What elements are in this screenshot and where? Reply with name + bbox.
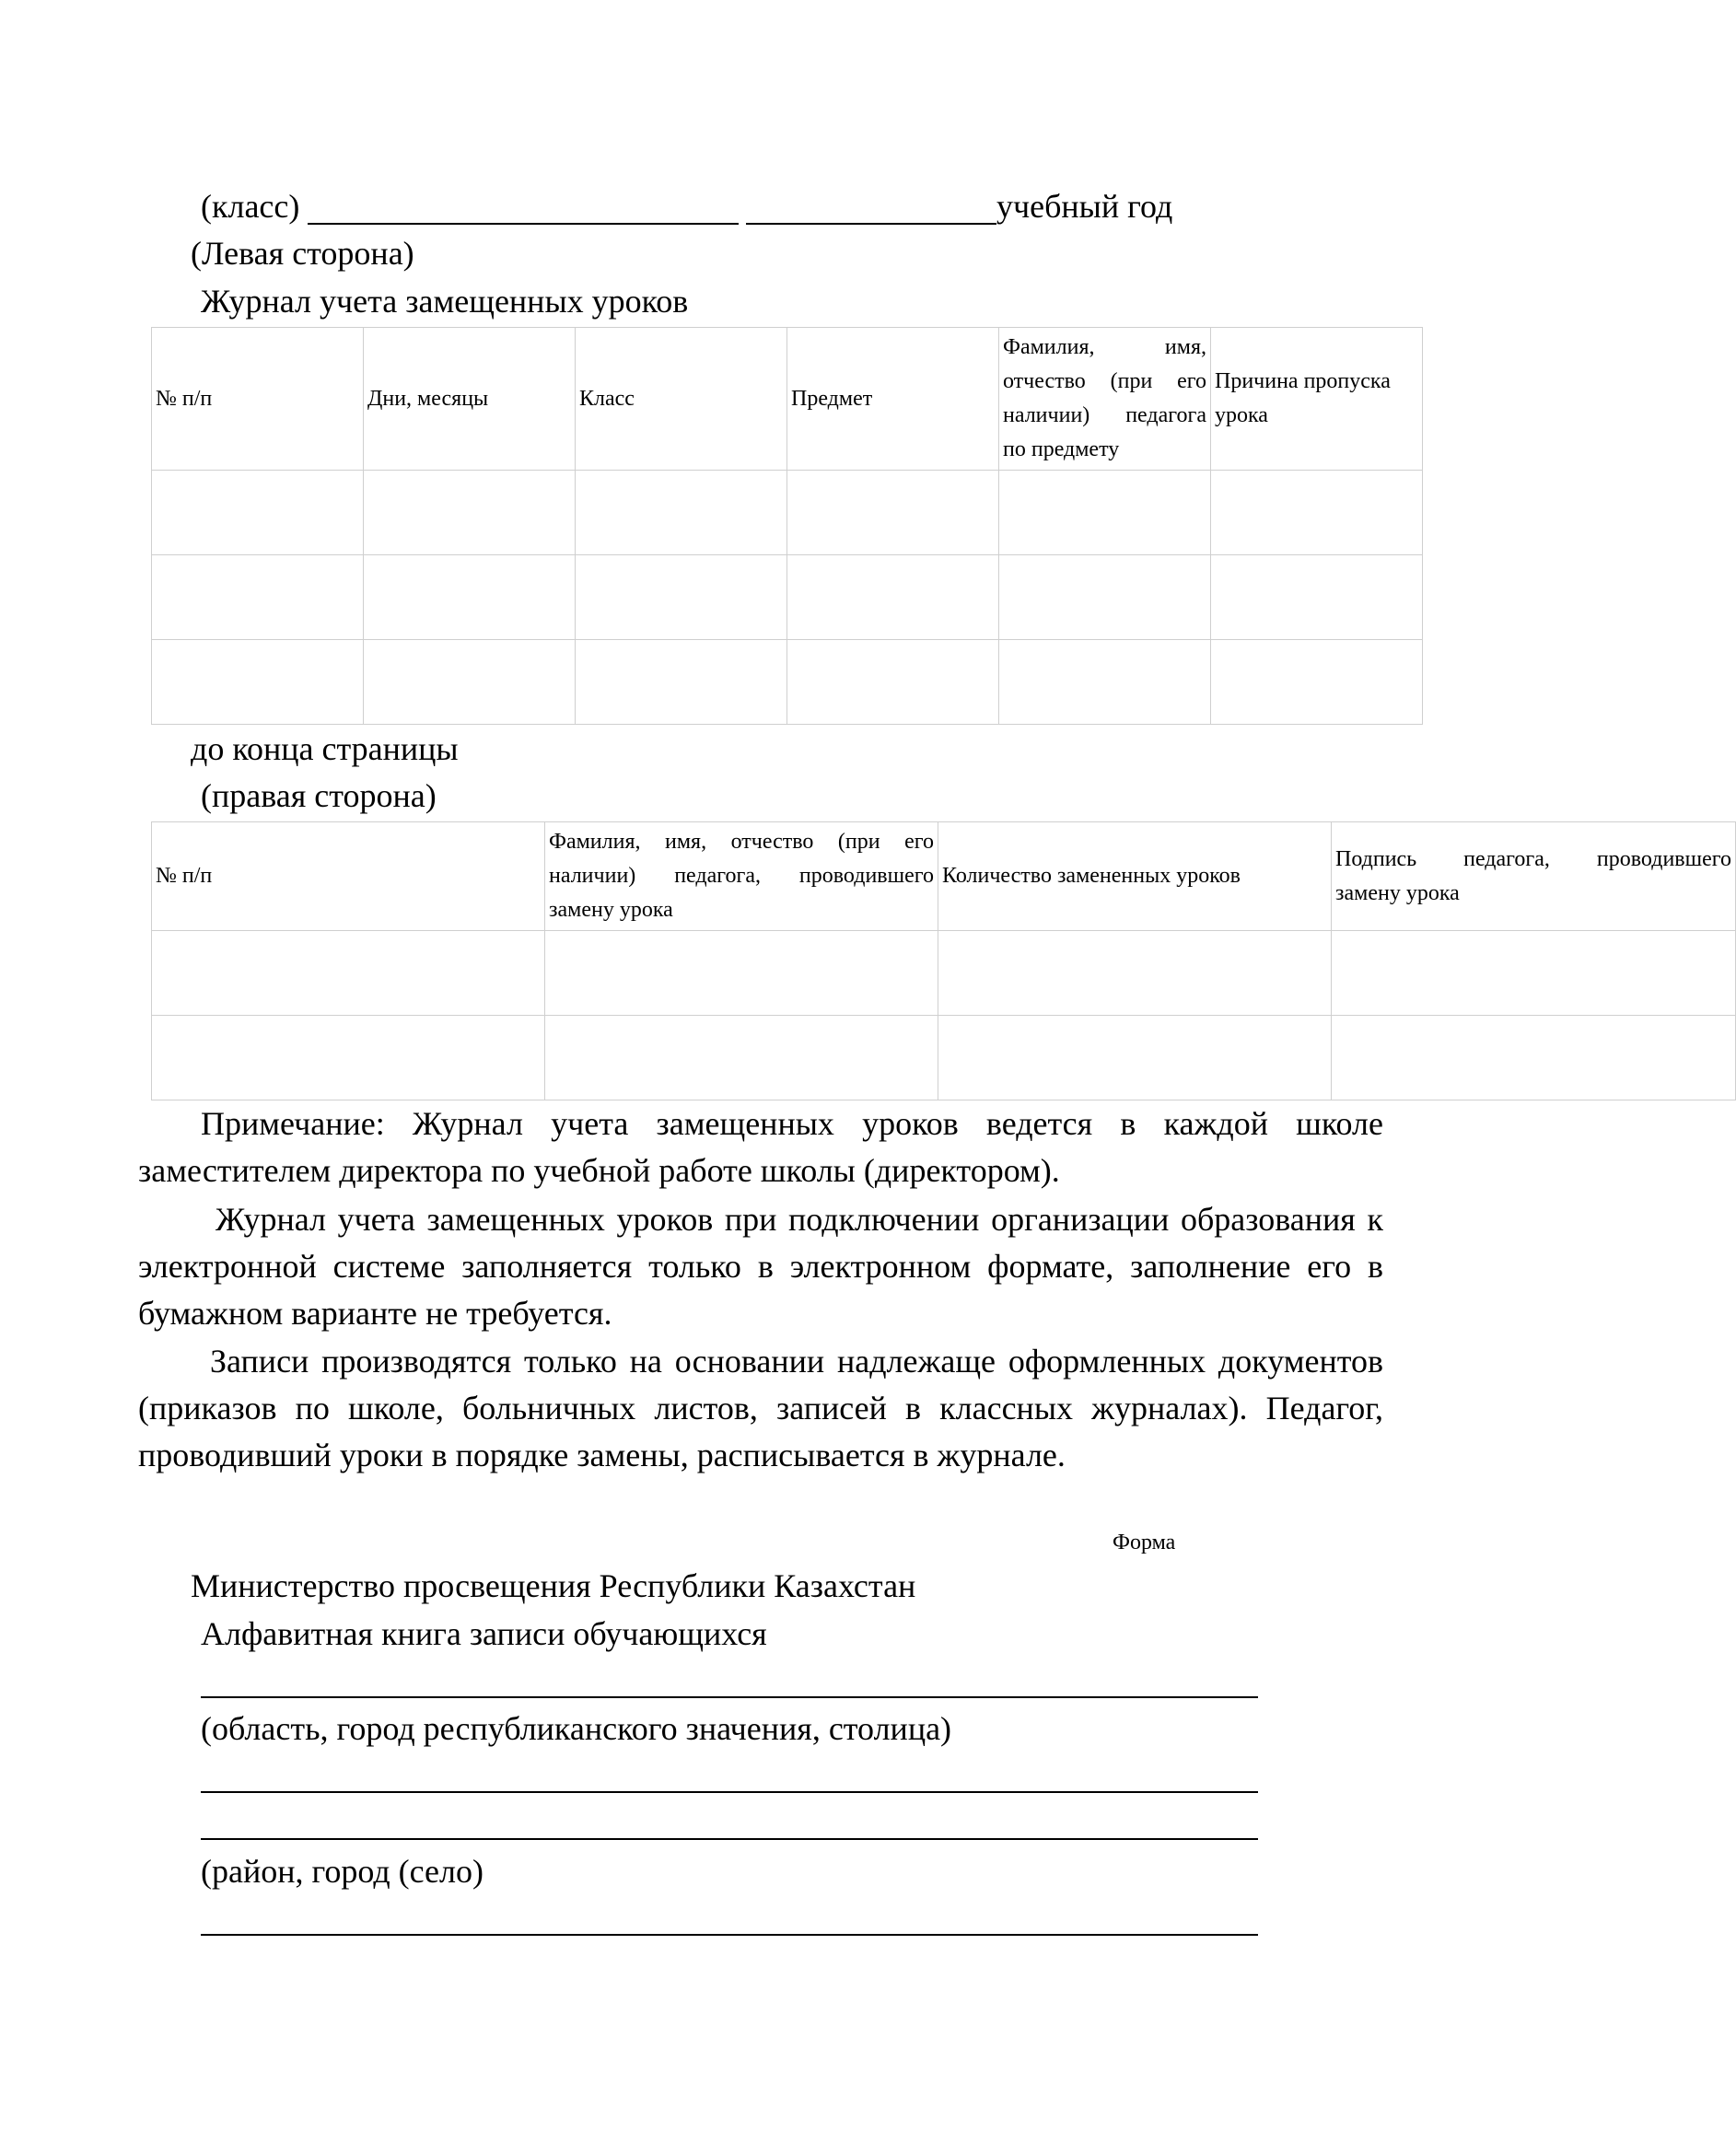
header-cell-substitute-teacher xyxy=(545,822,938,931)
table-cell[interactable] xyxy=(364,471,576,555)
table-cell[interactable] xyxy=(1332,1016,1736,1100)
header-cell-absence-reason xyxy=(1211,328,1423,471)
table-cell[interactable] xyxy=(999,640,1211,725)
header-cell-teacher-name xyxy=(999,328,1211,471)
region-blank-line xyxy=(201,1661,1258,1698)
table-row xyxy=(152,471,1423,555)
table-cell[interactable] xyxy=(999,471,1211,555)
table-cell[interactable] xyxy=(152,640,364,725)
header-cell-days-months: Дни, месяцы xyxy=(364,328,576,471)
substitution-table-left xyxy=(151,327,1423,725)
header-line: Фамилия, имя, xyxy=(1003,335,1206,359)
year-label: учебный год xyxy=(996,188,1173,225)
header-line: урока xyxy=(1215,403,1268,427)
header-line: Подпись педагога, проводившего xyxy=(1335,846,1731,871)
table-cell[interactable] xyxy=(999,555,1211,640)
header-cell-class: Класс xyxy=(576,328,787,471)
header-line: наличии) педагога, проводившего xyxy=(549,864,934,888)
table-cell[interactable] xyxy=(364,555,576,640)
table-cell[interactable] xyxy=(1211,471,1423,555)
header-line: Фамилия, имя, отчество (при его xyxy=(549,830,934,854)
table-cell[interactable] xyxy=(152,555,364,640)
blank-line xyxy=(201,1756,1258,1793)
table-cell[interactable] xyxy=(1211,640,1423,725)
substitution-table-right xyxy=(151,821,1736,1100)
header-line: отчество (при его xyxy=(1003,369,1206,393)
table-header-row xyxy=(152,328,1423,471)
table-row xyxy=(152,1016,1736,1100)
note-paragraph-3: Записи производятся только на основании надлежаще оформленных документов (приказов по школе, больничных листов, записей в классных журналах). Педагог, проводивший уроки в порядке замены, расписывается в журнале. xyxy=(138,1343,1383,1473)
table-cell[interactable] xyxy=(938,931,1332,1016)
header-line: Причина пропуска xyxy=(1215,369,1391,393)
table-cell[interactable] xyxy=(938,1016,1332,1100)
journal-title: Журнал учета замещенных уроков xyxy=(201,283,689,320)
left-side-label: (Левая сторона) xyxy=(191,235,414,272)
class-label: (класс) xyxy=(201,188,300,225)
district-label: (район, город (село) xyxy=(201,1853,484,1890)
table-cell[interactable] xyxy=(787,640,999,725)
table-cell[interactable] xyxy=(152,1016,545,1100)
note-paragraph-2: Журнал учета замещенных уроков при подключении организации образования к электронной системе заполняется только в электронном формате, заполнение его в бумажном варианте не требуется. xyxy=(138,1201,1383,1332)
table-cell[interactable] xyxy=(545,1016,938,1100)
header-line: замену урока xyxy=(1335,880,1460,905)
right-table-clip xyxy=(151,821,1731,1105)
table-row xyxy=(152,640,1423,725)
year-blank-line xyxy=(746,190,996,225)
table-row xyxy=(152,555,1423,640)
table-cell[interactable] xyxy=(576,471,787,555)
table-cell[interactable] xyxy=(1332,931,1736,1016)
table-cell[interactable] xyxy=(152,931,545,1016)
note-paragraph-1: Примечание: Журнал учета замещенных уроков ведется в каждой школе заместителем директора по учебной работе школы (директором). xyxy=(138,1105,1383,1189)
header-line: замену урока xyxy=(549,898,673,922)
ministry-title: Министерство просвещения Республики Казахстан xyxy=(191,1567,916,1604)
table-cell[interactable] xyxy=(576,640,787,725)
table-row xyxy=(152,931,1736,1016)
table-cell[interactable] xyxy=(152,471,364,555)
table-cell[interactable] xyxy=(1211,555,1423,640)
table-cell[interactable] xyxy=(545,931,938,1016)
header-cell-replaced-count: Количество замененных уроков xyxy=(938,822,1332,931)
form-label: Форма xyxy=(1113,1531,1176,1554)
region-label: (область, город республиканского значения, столица) xyxy=(201,1710,952,1747)
header-line: по предмету xyxy=(1003,437,1120,461)
table-cell[interactable] xyxy=(787,555,999,640)
school-blank-line xyxy=(201,1899,1258,1936)
header-cell-signature xyxy=(1332,822,1736,931)
table-cell[interactable] xyxy=(576,555,787,640)
header-cell-number: № п/п xyxy=(152,328,364,471)
table-cell[interactable] xyxy=(787,471,999,555)
class-blank-line xyxy=(308,190,739,225)
alphabet-book-title: Алфавитная книга записи обучающихся xyxy=(201,1615,767,1652)
header-cell-number: № п/п xyxy=(152,822,545,931)
to-end-of-page-label: до конца страницы xyxy=(191,730,459,767)
header-cell-subject: Предмет xyxy=(787,328,999,471)
table-header-row xyxy=(152,822,1736,931)
right-side-label: (правая сторона) xyxy=(201,777,437,814)
table-cell[interactable] xyxy=(364,640,576,725)
header-line: наличии) педагога xyxy=(1003,403,1206,427)
district-blank-line xyxy=(201,1803,1258,1840)
